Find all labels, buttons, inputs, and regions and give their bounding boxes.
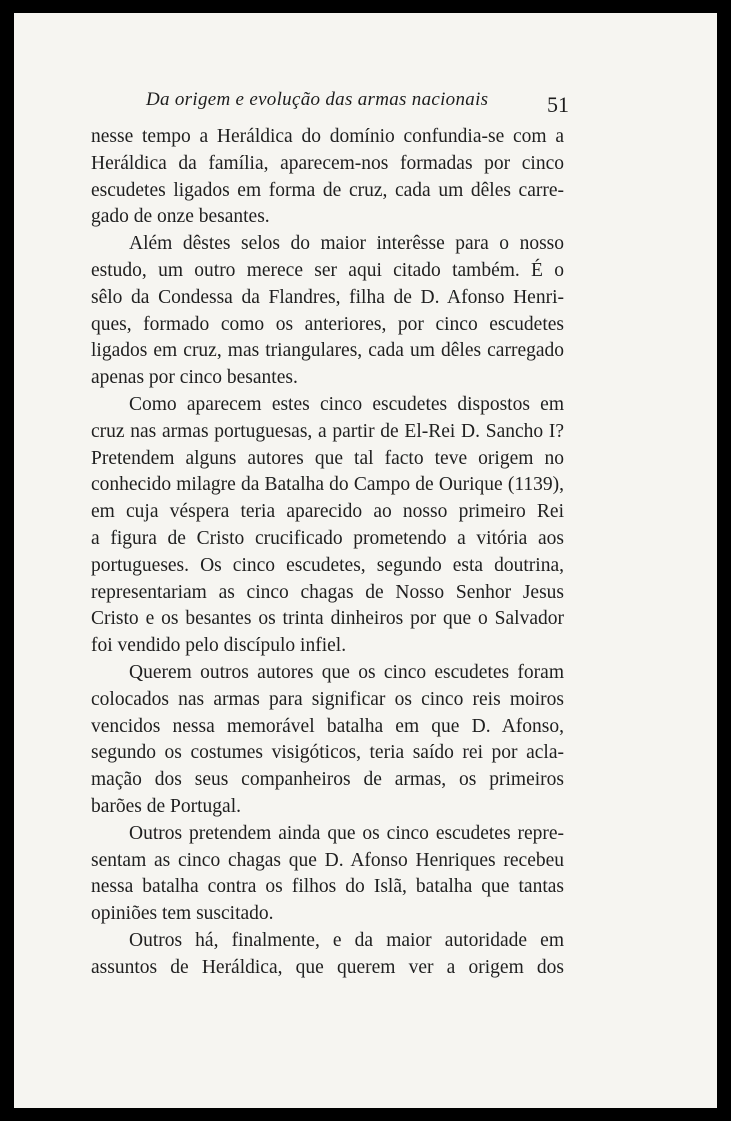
paragraph-4 xyxy=(91,660,564,821)
running-head xyxy=(14,89,717,119)
text-line: colocados nas armas para significar os cinco reis moiros xyxy=(91,688,564,710)
page-number: 51 xyxy=(547,92,569,117)
text-line: representariam as cinco chagas de Nosso Senhor Jesus xyxy=(91,581,564,603)
text-line: ligados em cruz, mas triangulares, cada um dêles carregado xyxy=(91,340,564,362)
book-page xyxy=(14,13,717,1108)
text-line: Além dêstes selos do maior interêsse para o nosso xyxy=(129,233,564,255)
text-line: Pretendem alguns autores que tal facto teve origem no xyxy=(91,447,564,469)
running-title: Da origem e evolução das armas nacionais xyxy=(146,89,489,110)
paragraph-2 xyxy=(91,231,564,392)
text-line: segundo os costumes visigóticos, teria saído rei por acla- xyxy=(91,742,564,764)
text-line: nesse tempo a Heráldica do domínio confundia-se com a xyxy=(91,126,564,147)
text-line: Querem outros autores que os cinco escudetes foram xyxy=(129,661,564,683)
text-line: em cuja véspera teria aparecido ao nosso primeiro Rei xyxy=(91,501,564,523)
text-line: assuntos de Heráldica, que querem ver a origem dos xyxy=(91,956,564,978)
paragraph-3 xyxy=(91,392,564,660)
text-line: opiniões tem suscitado. xyxy=(91,903,274,925)
text-line: sentam as cinco chagas que D. Afonso Henriques recebeu xyxy=(91,849,564,871)
text-line: Outros há, finalmente, e da maior autoridade em xyxy=(129,929,564,951)
text-line: vencidos nessa memorável batalha em que D. Afonso, xyxy=(91,715,564,737)
text-line: Cristo e os besantes os trinta dinheiros por que o Salvador xyxy=(91,608,564,630)
text-line: sêlo da Condessa da Flandres, filha de D. Afonso Henri- xyxy=(91,286,564,308)
text-line: Heráldica da família, aparecem-nos formadas por cinco xyxy=(91,152,564,174)
text-line: Como aparecem estes cinco escudetes dispostos em xyxy=(129,393,564,415)
paragraph-6 xyxy=(91,928,564,982)
paragraph-5 xyxy=(91,821,564,928)
paragraph-1 xyxy=(91,124,564,231)
text-line: apenas por cinco besantes. xyxy=(91,367,298,389)
text-line: Outros pretendem ainda que os cinco escudetes repre- xyxy=(129,822,564,844)
text-line: mação dos seus companheiros de armas, os primeiros xyxy=(91,769,564,791)
text-line: gado de onze besantes. xyxy=(91,206,270,228)
text-line: estudo, um outro merece ser aqui citado também. É o xyxy=(91,259,564,281)
text-line: a figura de Cristo crucificado prometendo a vitória aos xyxy=(91,527,564,549)
text-line: barões de Portugal. xyxy=(91,795,242,817)
text-line: ques, formado como os anteriores, por cinco escudetes xyxy=(91,313,564,335)
text-line: foi vendido pelo discípulo infiel. xyxy=(91,635,347,657)
text-line: cruz nas armas portuguesas, a partir de El-Rei D. Sancho I? xyxy=(91,420,564,442)
text-line: escudetes ligados em forma de cruz, cada um dêles carre- xyxy=(91,179,564,201)
text-line: conhecido milagre da Batalha do Campo de Ourique (1139), xyxy=(91,474,564,496)
text-line: portugueses. Os cinco escudetes, segundo esta doutrina, xyxy=(91,554,564,576)
body-text xyxy=(91,124,564,982)
text-line: nessa batalha contra os filhos do Islã, batalha que tantas xyxy=(91,876,564,898)
